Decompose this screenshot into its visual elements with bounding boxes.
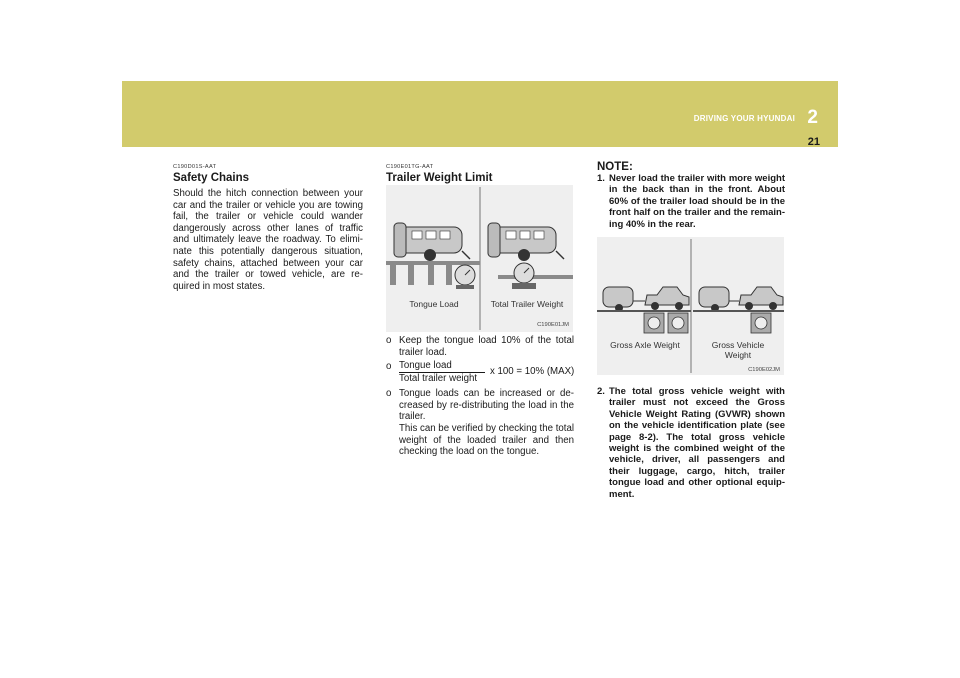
- note-item: [597, 173, 785, 230]
- bullet-text: Keep the tongue load 10% of the total trailer load.: [399, 335, 574, 358]
- car-icon: [645, 287, 689, 310]
- section-body: Should the hitch connection between your car and the trailer or vehicle you are towing fail, the trailer or vehicle could wander dangerously across other lanes of traffic and ultimately leave the roadway. To elimi-nate this potentially dangerous situation, safety chains, attached between your car and the trailer or towed vehicle, are re-quired in most states.: [173, 188, 363, 292]
- figure-code: C190E01JM: [537, 322, 569, 328]
- scale-icon: [455, 265, 475, 289]
- section-code: C190E01TG-AAT: [386, 164, 434, 170]
- trailer-weight-bullets: [386, 335, 574, 461]
- car-icon: [739, 287, 783, 310]
- note-item-number: 1.: [597, 173, 605, 184]
- bullet-mark: o: [386, 388, 392, 400]
- header-band: [122, 81, 838, 147]
- figure-label-total-trailer-weight: Total Trailer Weight: [490, 299, 564, 309]
- bullet-item: [386, 388, 574, 458]
- figure-label-gross-vehicle-weight: Gross Vehicle Weight: [711, 340, 765, 360]
- bullet-mark: o: [386, 361, 392, 373]
- trailer-icon: [603, 287, 645, 312]
- scale-icon: [668, 313, 688, 333]
- bullet-formula: [386, 361, 574, 385]
- figure-label-gross-axle-weight: Gross Axle Weight: [610, 340, 680, 350]
- tongue-load-figure: [386, 185, 573, 332]
- bullet-item: [386, 335, 574, 358]
- note-section: [597, 161, 785, 230]
- note-item-text: Never load the trailer with more weight in the back than in the front. About 60% of the trailer load should be in the front half on the trailer and the remain-ing 40% in the rear.: [609, 173, 785, 230]
- note-item: [597, 386, 785, 500]
- section-code: C190D01S-AAT: [173, 164, 217, 170]
- trailer-icon: [699, 287, 739, 312]
- figure-code: C190E02JM: [748, 367, 780, 373]
- chapter-number: 2: [807, 107, 818, 128]
- figure-label-tongue-load: Tongue Load: [409, 299, 459, 309]
- section-title: Safety Chains: [173, 172, 250, 184]
- note-item-2-wrapper: [597, 386, 785, 500]
- bullet-text: Tongue loads can be increased or de-creased by re-distributing the load in the trailer.: [399, 388, 574, 423]
- scale-icon: [512, 263, 536, 289]
- formula-numerator: Tongue load: [399, 361, 485, 373]
- scale-icon: [751, 313, 771, 333]
- note-item-text: The total gross vehicle weight with trailer must not exceed the Gross Vehicle Weight Rating (GVWR) shown on the vehicle identification plate (see page 8-2). The total gross vehicle weight is the combined weight of the vehicle, driver, all passengers and their luggage, cargo, hitch, trailer tongue load and other optional equip-ment.: [609, 386, 785, 500]
- note-title: NOTE:: [597, 161, 633, 173]
- tongue-load-illustration: [386, 185, 573, 332]
- formula-result: x 100 = 10% (MAX): [490, 366, 575, 378]
- formula-denominator: Total trailer weight: [399, 373, 478, 385]
- scale-icon: [644, 313, 664, 333]
- bullet-text-continued: This can be verified by checking the total weight of the loaded trailer and then checking the load on the tongue.: [399, 422, 575, 458]
- page-number: 21: [807, 136, 820, 148]
- section-title: Trailer Weight Limit: [386, 172, 493, 184]
- gross-weight-figure: [597, 237, 784, 375]
- safety-chains-section: [173, 164, 363, 292]
- bullet-mark: o: [386, 335, 392, 346]
- chapter-title: DRIVING YOUR HYUNDAI: [693, 114, 795, 123]
- note-item-number: 2.: [597, 386, 605, 397]
